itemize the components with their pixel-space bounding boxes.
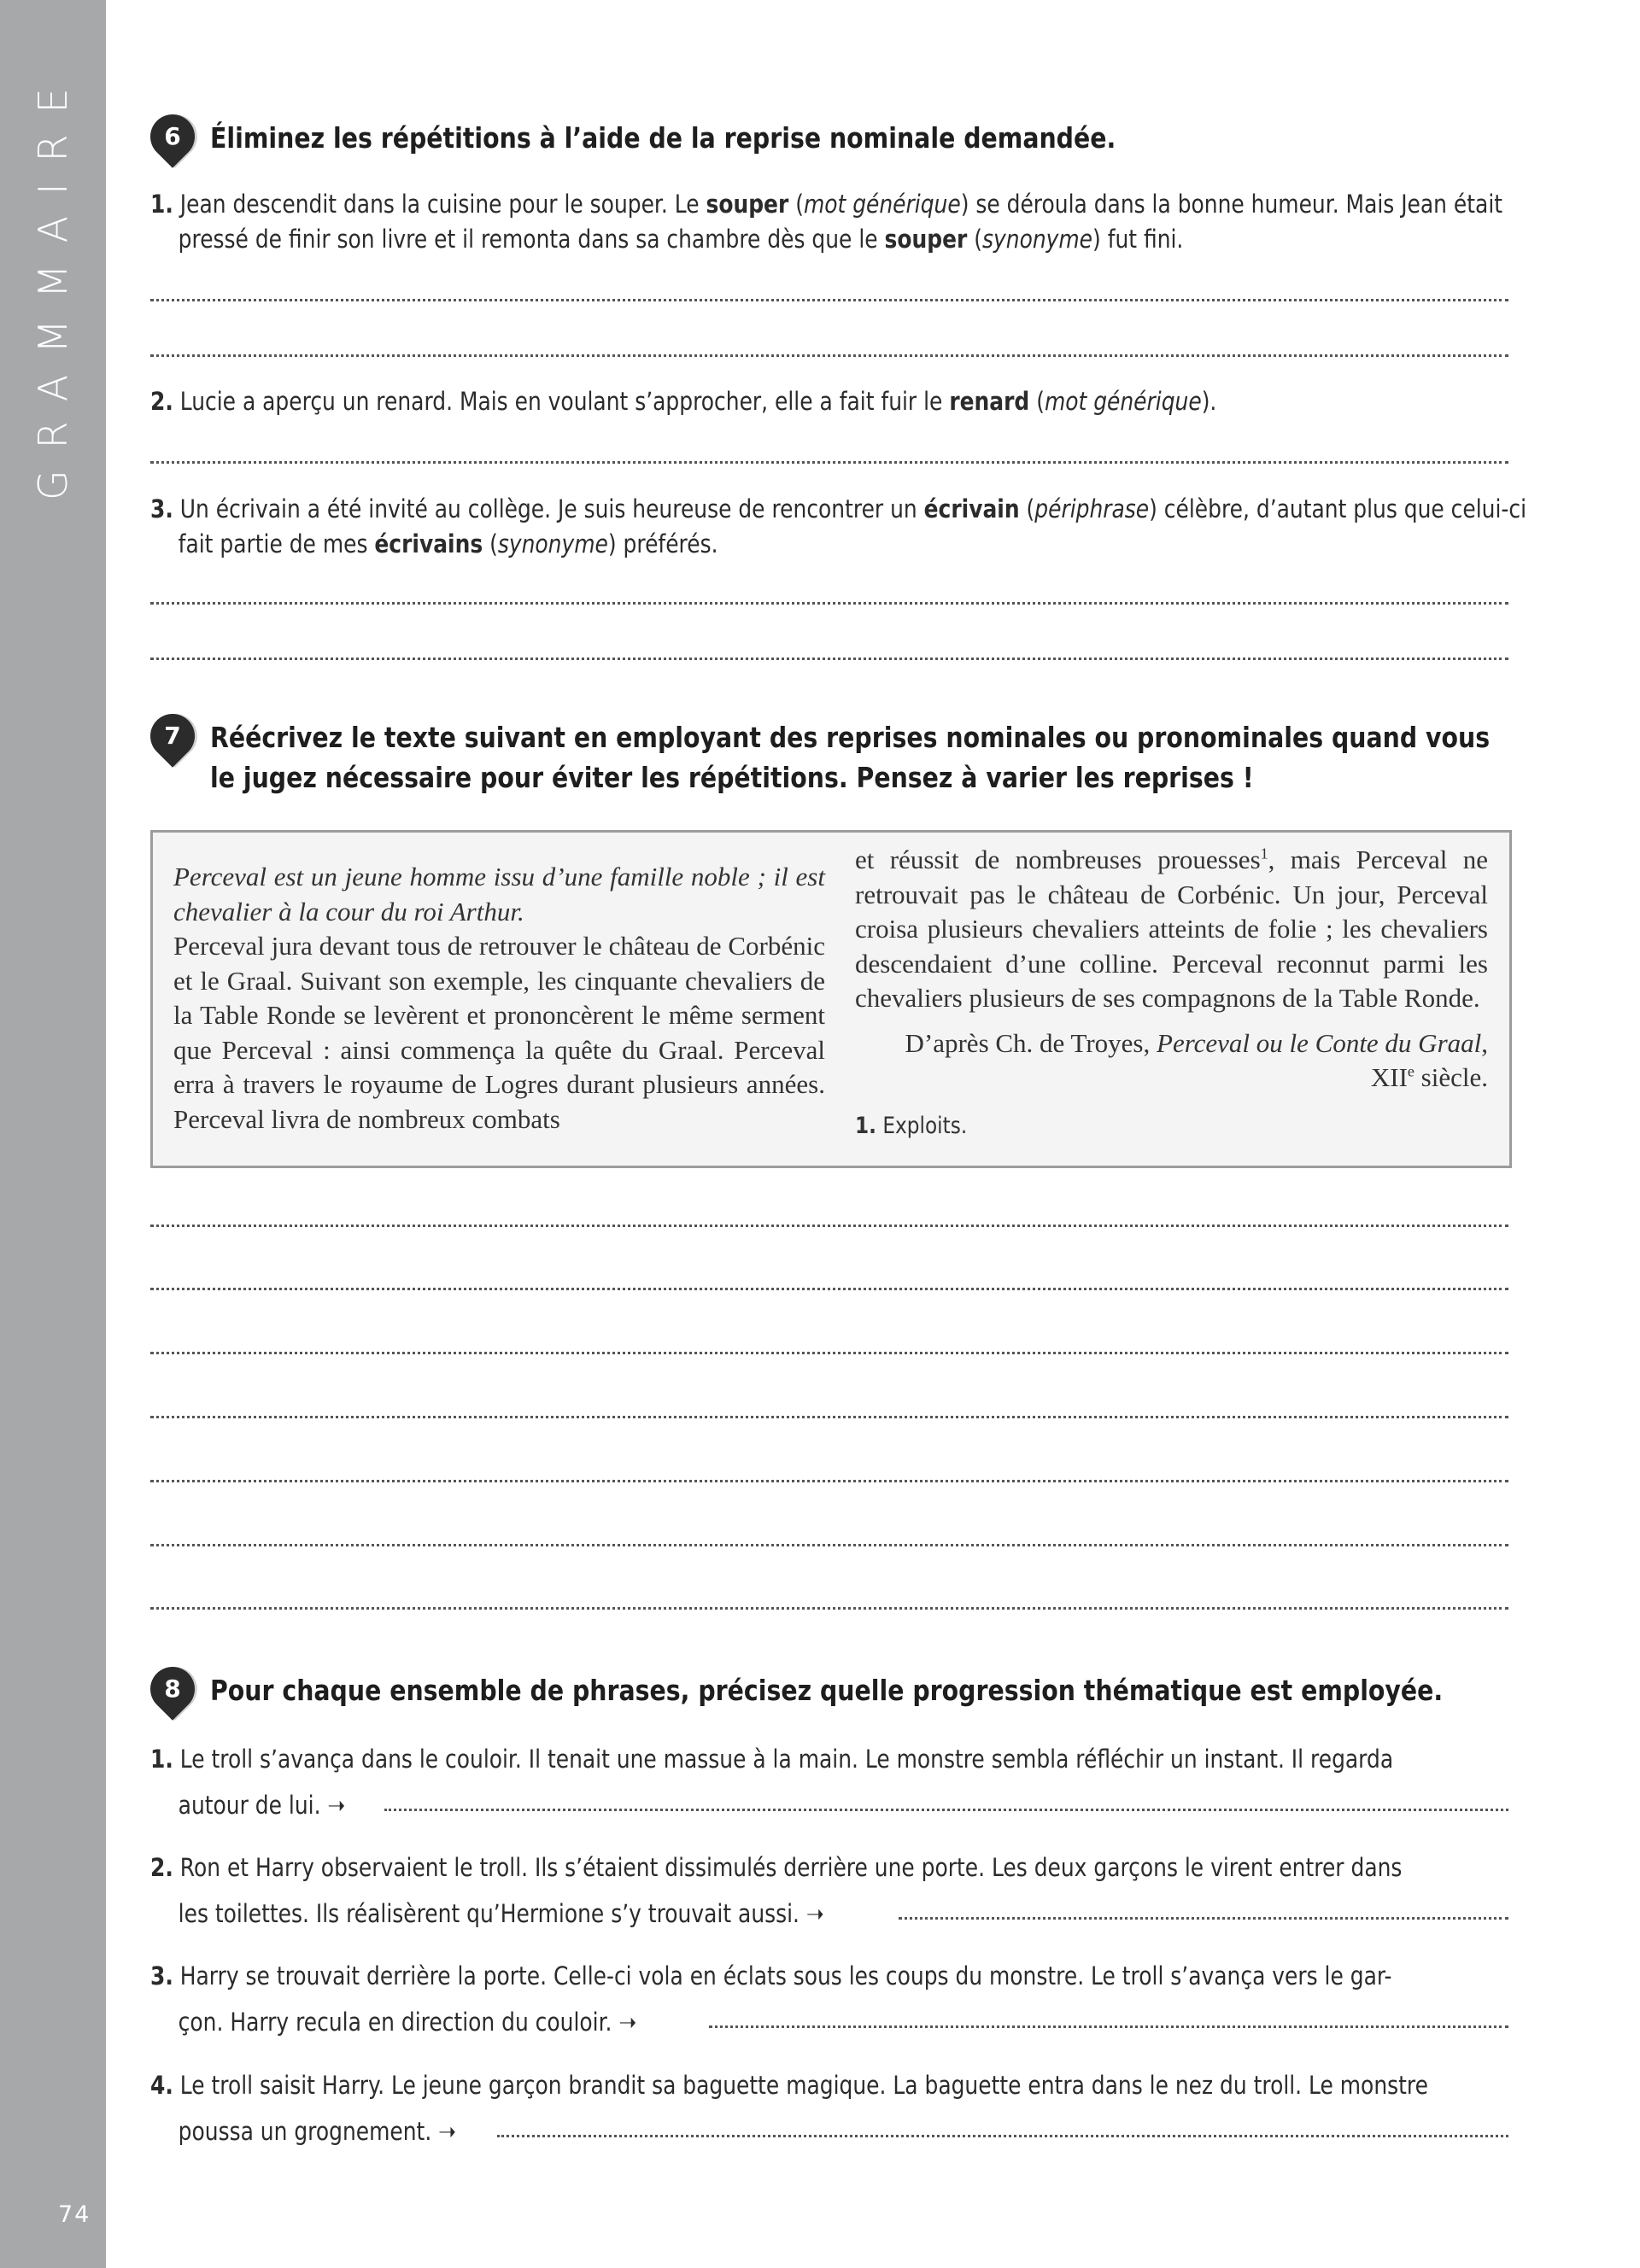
arrow-icon: ➝ <box>805 1899 824 1928</box>
exercise-number: 7 <box>164 722 181 750</box>
excerpt-paragraph: Perceval jura devant tous de retrouver le château de Corbénic et le Graal. Suivant son exemple, les cinquante chevaliers de la Table Ronde se levèrent et prononcèrent le même serment que Perceval : ainsi commença la quête du Graal. Perceval erra à travers le royaume de Logres durant plusieurs années. Perceval livra de nombreux combats <box>173 931 825 1134</box>
answer-line[interactable] <box>150 1288 1508 1290</box>
answer-line[interactable] <box>150 658 1508 660</box>
exercise-8-item-2: 2. Ron et Harry observaient le troll. Ils s’étaient dissimulés derrière une porte. Les deux garçons le virent entrer dans les toilettes. Ils réalisèrent qu’Hermione s’y trouvait aussi. ➝ <box>150 1853 1403 1928</box>
arrow-icon: ➝ <box>327 1791 346 1820</box>
arrow-icon: ➝ <box>438 2117 457 2146</box>
answer-line[interactable] <box>150 1607 1508 1610</box>
exercise-number: 8 <box>164 1675 181 1703</box>
answer-line[interactable] <box>497 2135 1508 2137</box>
text-excerpt-box <box>150 830 1512 1168</box>
sidebar <box>0 0 106 2268</box>
arrow-icon: ➝ <box>618 2008 637 2037</box>
excerpt-paragraph-continued: et réussit de nombreuses prouesses$^1$, mais Perceval ne retrouvait pas le château de Corbénic. Un jour, Perceval croisa plusieurs chevaliers atteints de folie ; les chevaliers descendaient d’une colline. Perceval reconnut parmi les chevaliers plusieurs de ses compagnons de la Table Ronde. <box>855 845 1488 1013</box>
answer-line[interactable] <box>384 1809 1508 1811</box>
answer-line[interactable] <box>150 1225 1508 1227</box>
excerpt-column-right <box>855 843 1488 1143</box>
excerpt-column-left <box>173 860 825 1137</box>
excerpt-source: D’après Ch. de Troyes, Perceval ou le Conte du Graal, XIIe siècle. <box>905 1027 1488 1092</box>
exercise-title: Réécrivez le texte suivant en employant des reprises nominales ou pronominales quand vous le jugez nécessaire pour éviter les répétitions. Pensez à varier les reprises ! <box>210 721 1491 794</box>
answer-line[interactable] <box>709 2025 1508 2028</box>
answer-line[interactable] <box>150 354 1508 357</box>
answer-line[interactable] <box>150 1416 1508 1418</box>
exercise-7-header <box>150 714 1508 799</box>
footnote: 1. Exploits. <box>855 1112 968 1139</box>
answer-line[interactable] <box>150 461 1508 464</box>
answer-line[interactable] <box>150 299 1508 301</box>
exercise-8-header <box>150 1667 1508 1718</box>
exercise-number: 6 <box>164 122 181 150</box>
exercise-8-item-1: 1. Le troll s’avança dans le couloir. Il tenait une massue à la main. Le monstre sembla réfléchir un instant. Il regarda autour de lui. ➝ <box>150 1745 1394 1820</box>
answer-line[interactable] <box>150 1480 1508 1482</box>
page-number: 74 <box>58 2201 91 2228</box>
answer-line[interactable] <box>150 602 1508 605</box>
excerpt-intro: Perceval est un jeune homme issu d’une famille noble ; il est chevalier à la cour du roi Arthur. <box>173 862 825 926</box>
exercise-title: Pour chaque ensemble de phrases, précisez quelle progression thématique est employée. <box>210 1674 1444 1707</box>
exercise-8-item-4: 4. Le troll saisit Harry. Le jeune garçon brandit sa baguette magique. La baguette entra dans le nez du troll. Le monstre poussa un grognement. ➝ <box>150 2071 1428 2146</box>
exercise-title: Éliminez les répétitions à l’aide de la reprise nominale demandée. <box>210 121 1116 155</box>
exercise-6-item-1: 1. Jean descendit dans la cuisine pour le souper. Le souper (mot générique) se déroula dans la bonne humeur. Mais Jean était pressé de finir son livre et il remonta dans sa chambre dès que le souper (synonyme) fut fini. <box>150 190 1503 254</box>
exercise-8-item-3: 3. Harry se trouvait derrière la porte. Celle-ci vola en éclats sous les coups du monstre. Le troll s’avança vers le gar- çon. Harry recula en direction du couloir. ➝ <box>150 1961 1392 2037</box>
exercise-6-item-2: 2. Lucie a aperçu un renard. Mais en voulant s’approcher, elle a fait fuir le renard (mot générique). <box>150 387 1217 416</box>
answer-line[interactable] <box>899 1917 1508 1920</box>
answer-line[interactable] <box>150 1352 1508 1354</box>
section-label: GRAMMAIRE <box>30 67 76 500</box>
exercise-6-header <box>150 114 1508 166</box>
exercise-6-item-3: 3. Un écrivain a été invité au collège. Je suis heureuse de rencontrer un écrivain (périphrase) célèbre, d’autant plus que celui-ci fait partie de mes écrivains (synonyme) préférés. <box>150 494 1527 558</box>
answer-line[interactable] <box>150 1544 1508 1546</box>
